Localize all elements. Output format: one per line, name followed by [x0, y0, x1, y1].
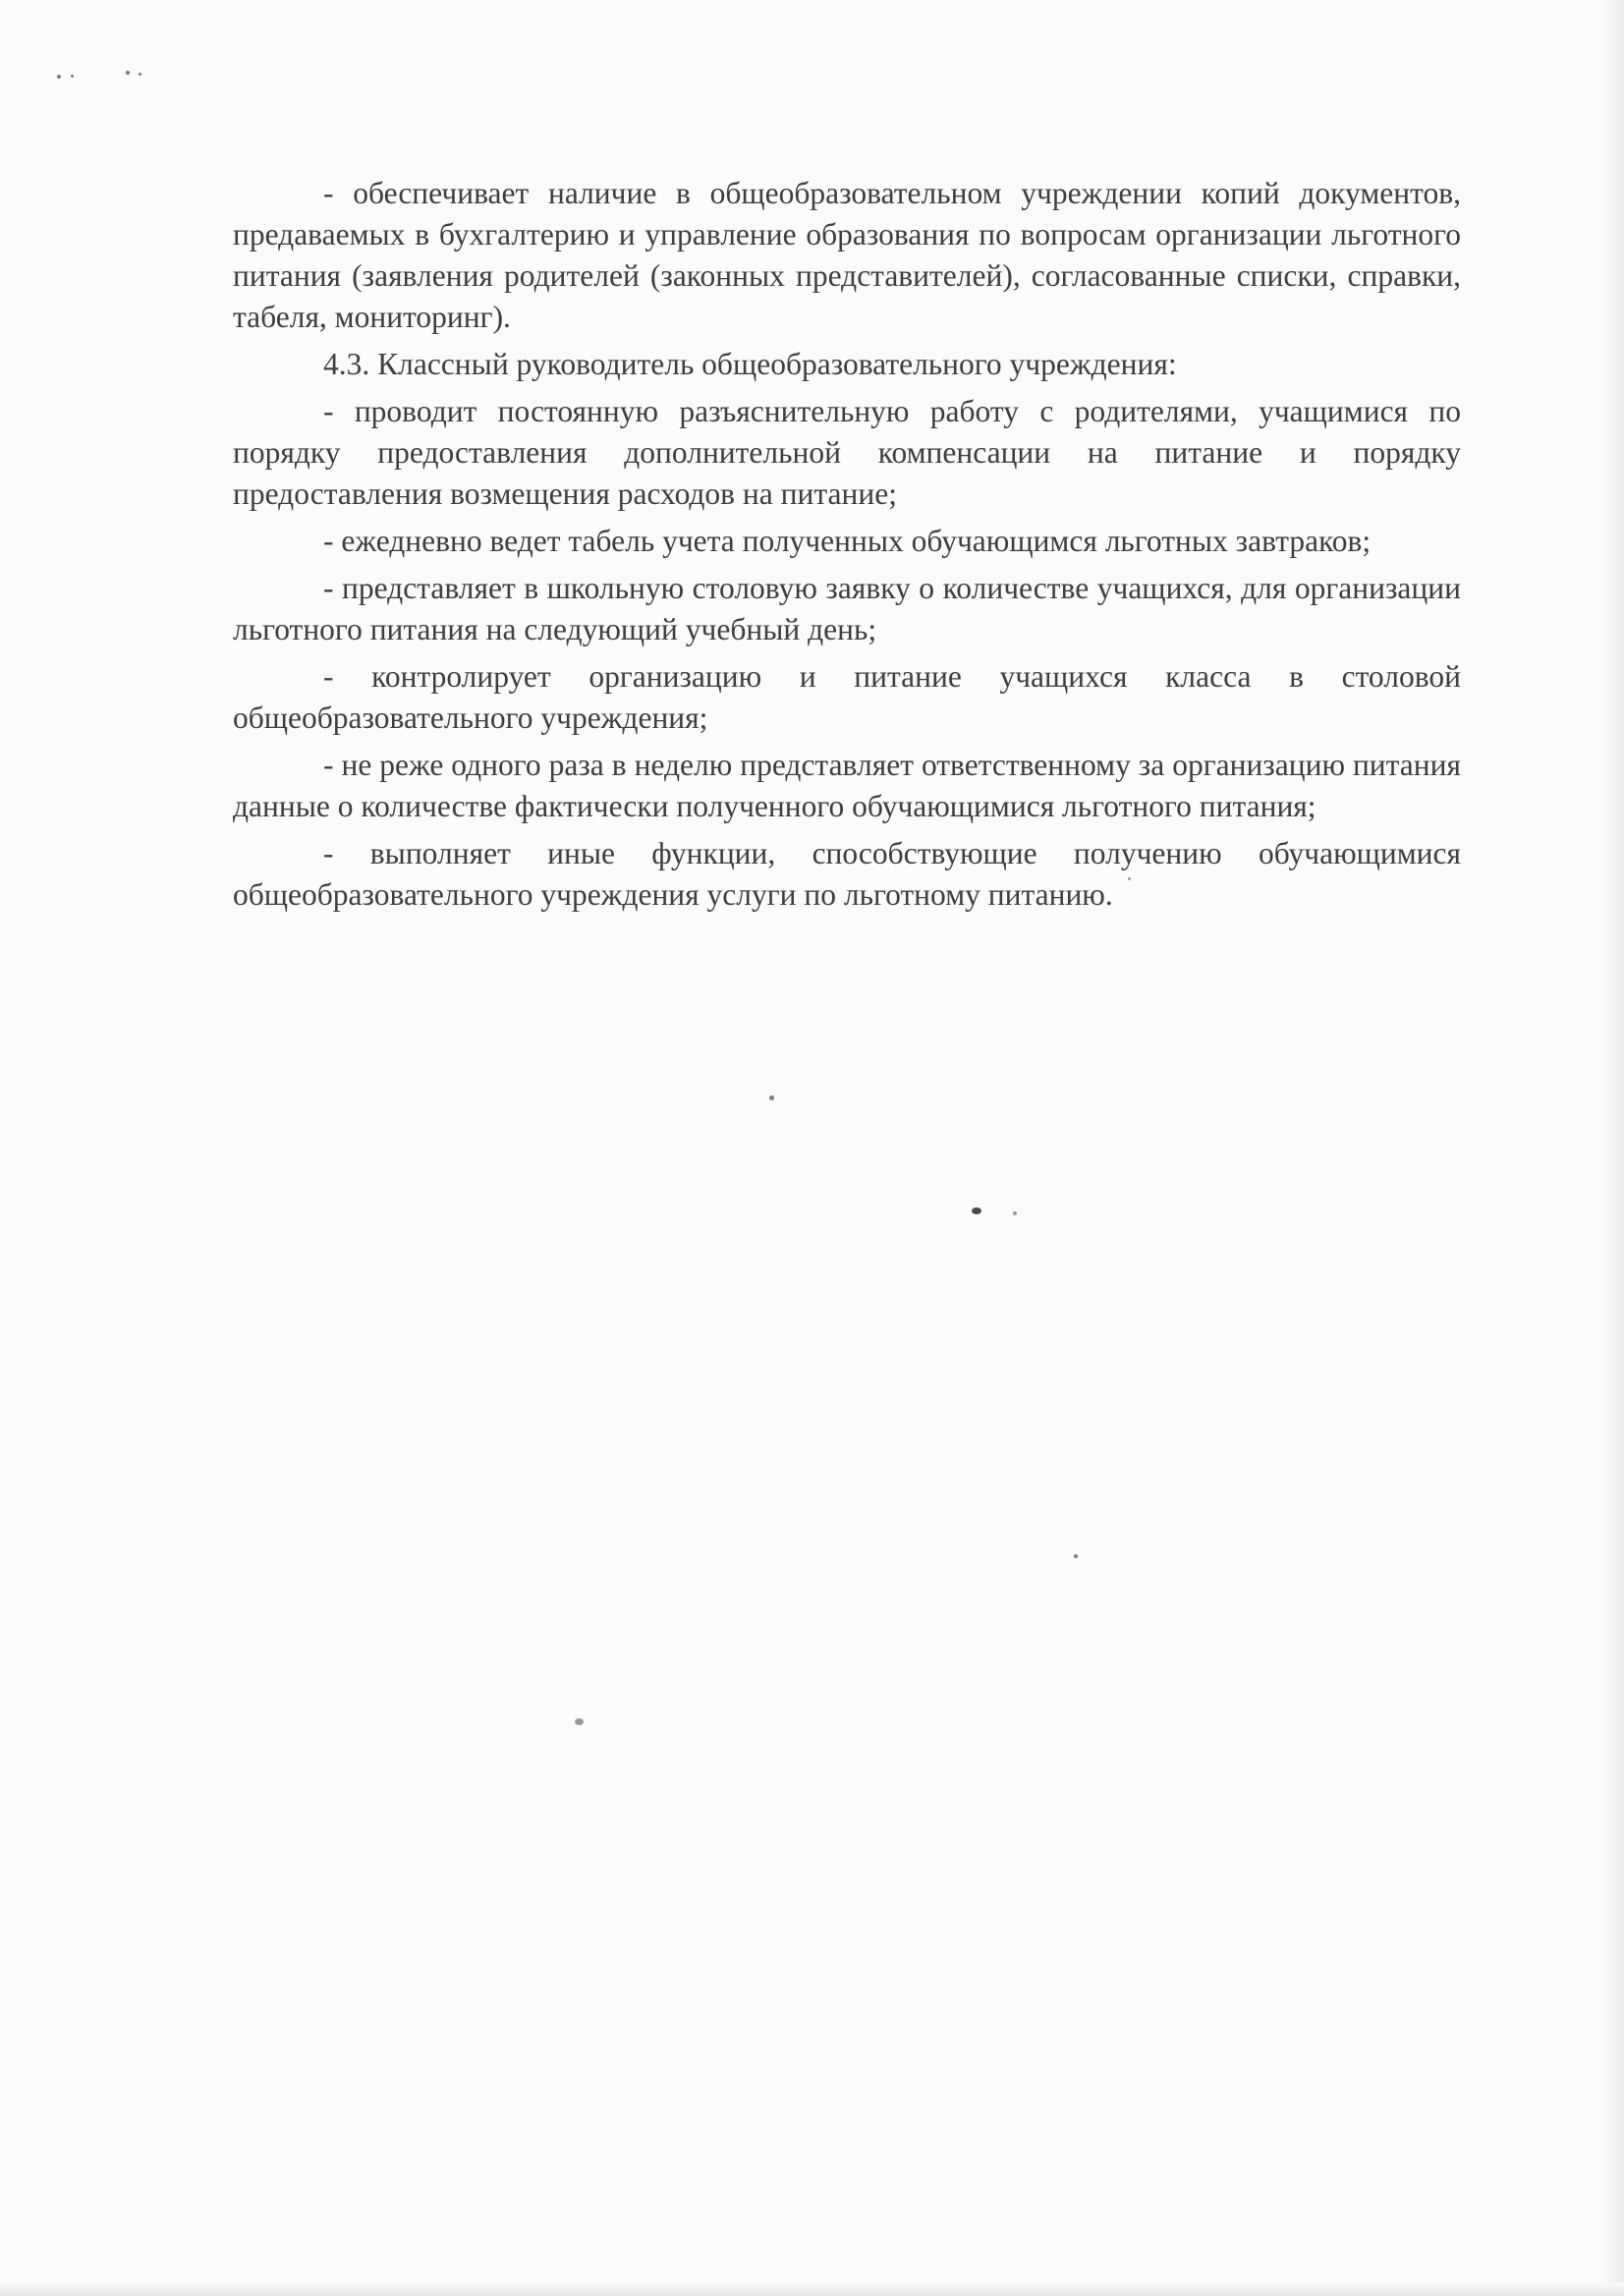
scan-speck	[57, 75, 61, 79]
paragraph-daily-record: - ежедневно ведет табель учета полученных обучающимся льготных завтраков;	[323, 524, 1372, 558]
paragraph-copies: - обеспечивает наличие в общеобразовательном учреждении копий документов, предаваемых в бухгалтерию и управление образования по вопросам организации льготного питания (заявления родителей (законных представителей), согласованные списки, справки, табеля, мониторинг).	[233, 176, 1461, 334]
scan-speck	[126, 71, 130, 75]
scan-speck	[71, 75, 74, 78]
scan-speck	[1013, 1211, 1017, 1215]
scan-edge-bottom	[0, 2282, 1624, 2296]
scan-speck	[1074, 1554, 1078, 1558]
scan-speck	[575, 1718, 584, 1725]
paragraph-explanatory-work: - проводит постоянную разъяснительную работу с родителями, учащимися по порядку предоставления дополнительной компенсации на питание и порядку предоставления возмещения расходов на питание;	[233, 394, 1461, 511]
paragraph-controls-meals: - контролирует организацию и питание учащихся класса в столовой общеобразовательного учреждения;	[233, 659, 1461, 735]
scan-speck	[139, 73, 141, 76]
paragraph-other-functions: - выполняет иные функции, способствующие получению обучающимися общеобразовательного учреждения услуги по льготному питанию.	[233, 836, 1461, 912]
section-heading-4-3: 4.3. Классный руководитель общеобразовательного учреждения:	[323, 347, 1177, 381]
paragraph-canteen-request: - представляет в школьную столовую заявку о количестве учащихся, для организации льготного питания на следующий учебный день;	[233, 571, 1461, 646]
paragraph-weekly-report: - не реже одного раза в неделю представляет ответственному за организацию питания данные о количестве фактически полученного обучающимися льготного питания;	[233, 748, 1461, 823]
scan-edge-right	[1602, 0, 1624, 2296]
scan-speck	[769, 1095, 774, 1100]
scan-speck	[972, 1207, 981, 1214]
document-body	[233, 173, 1461, 922]
